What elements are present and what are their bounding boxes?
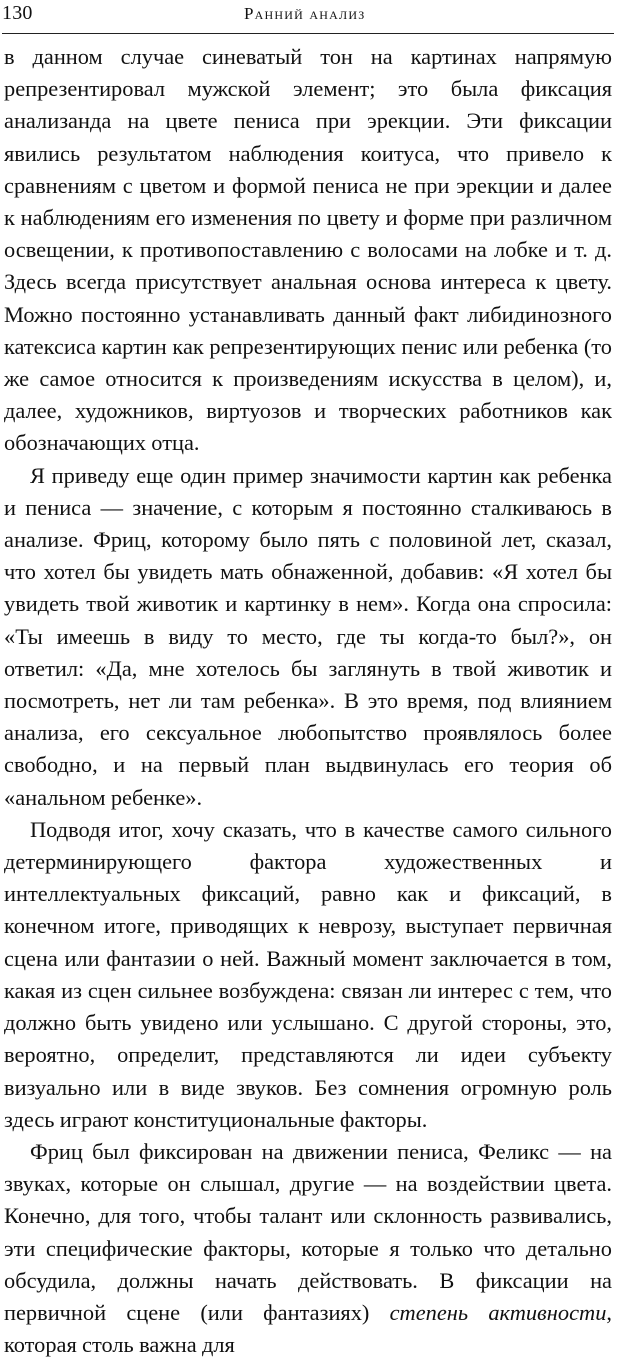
page-header (0, 0, 620, 34)
paragraph-fritz-example: Я приведу еще один пример значимости картин как ребенка и пениса — значение, с которым я постоянно сталкиваюсь в анализе. Фриц, которому было пять с половиной лет, сказал, что хотел бы увидеть мать обнаженной, добавив: «Я хотел бы увидеть твой животик и картинку в нем». Когда она спросила: «Ты имеешь в виду то место, где ты когда-то был?», он ответил: «Да, мне хотелось бы заглянуть в твой животик и посмотреть, нет ли там ребенка». В это время, под влиянием анализа, его сексуальное любопытство проявлялось более свободно, и на первый план выдвинулась его теория об «анальном ребенке». (4, 462, 612, 810)
paragraph-text-after-emphasis: , которая столь важна для (4, 1299, 612, 1358)
emphasis-activity-degree: степень активности (389, 1299, 607, 1325)
paragraph-text-before-emphasis: Фриц был фиксирован на движении пениса, Феликс — на звуках, которые он слышал, другие — на воздействии цвета. Конечно, для того, чтобы талант или склонность развивались, эти специфические факторы, которые я только что детально обсудила, должны начать действовать. В фиксации на первичной сцене (или фантазиях) (4, 1138, 612, 1325)
paragraph-fixation-activity (4, 1136, 612, 1361)
header-divider (2, 33, 614, 34)
paragraph-continued: в данном случае синеватый тон на картинах напрямую репрезентировал мужской элемент; это была фиксация анализанда на цвете пениса при эрекции. Эти фиксации явились результатом наблюдения коитуса, что привело к сравнениям с цветом и формой пениса не при эрекции и далее к наблюдениям его изменения по цвету и форме при различном освещении, к противопоставлению с волосами на лобке и т. д. Здесь всегда присутствует анальная основа интереса к цвету. Можно постоянно устанавливать данный факт либидинозного катексиса картин как репрезентирующих пенис или ребенка (то же самое относится к произведениям искусства в целом), и, далее, художников, виртуозов и творческих работников как обозначающих отца. (4, 44, 612, 456)
page-number: 130 (2, 2, 33, 24)
page-body (4, 41, 612, 1361)
running-title: Ранний анализ (244, 4, 366, 23)
paragraph-summary: Подводя итог, хочу сказать, что в качестве самого сильного детерминирующего фактора художественных и интеллектуальных фиксаций, равно как и фиксаций, в конечном итоге, приводящих к неврозу, выступает первичная сцена или фантазии о ней. Важный момент заключается в том, какая из сцен сильнее возбуждена: связан ли интерес с тем, что должно быть увидено или услышано. С другой стороны, это, вероятно, определит, представляются ли идеи субъекту визуально или в виде звуков. Без сомнения огромную роль здесь играют конституциональные факторы. (4, 816, 612, 1132)
